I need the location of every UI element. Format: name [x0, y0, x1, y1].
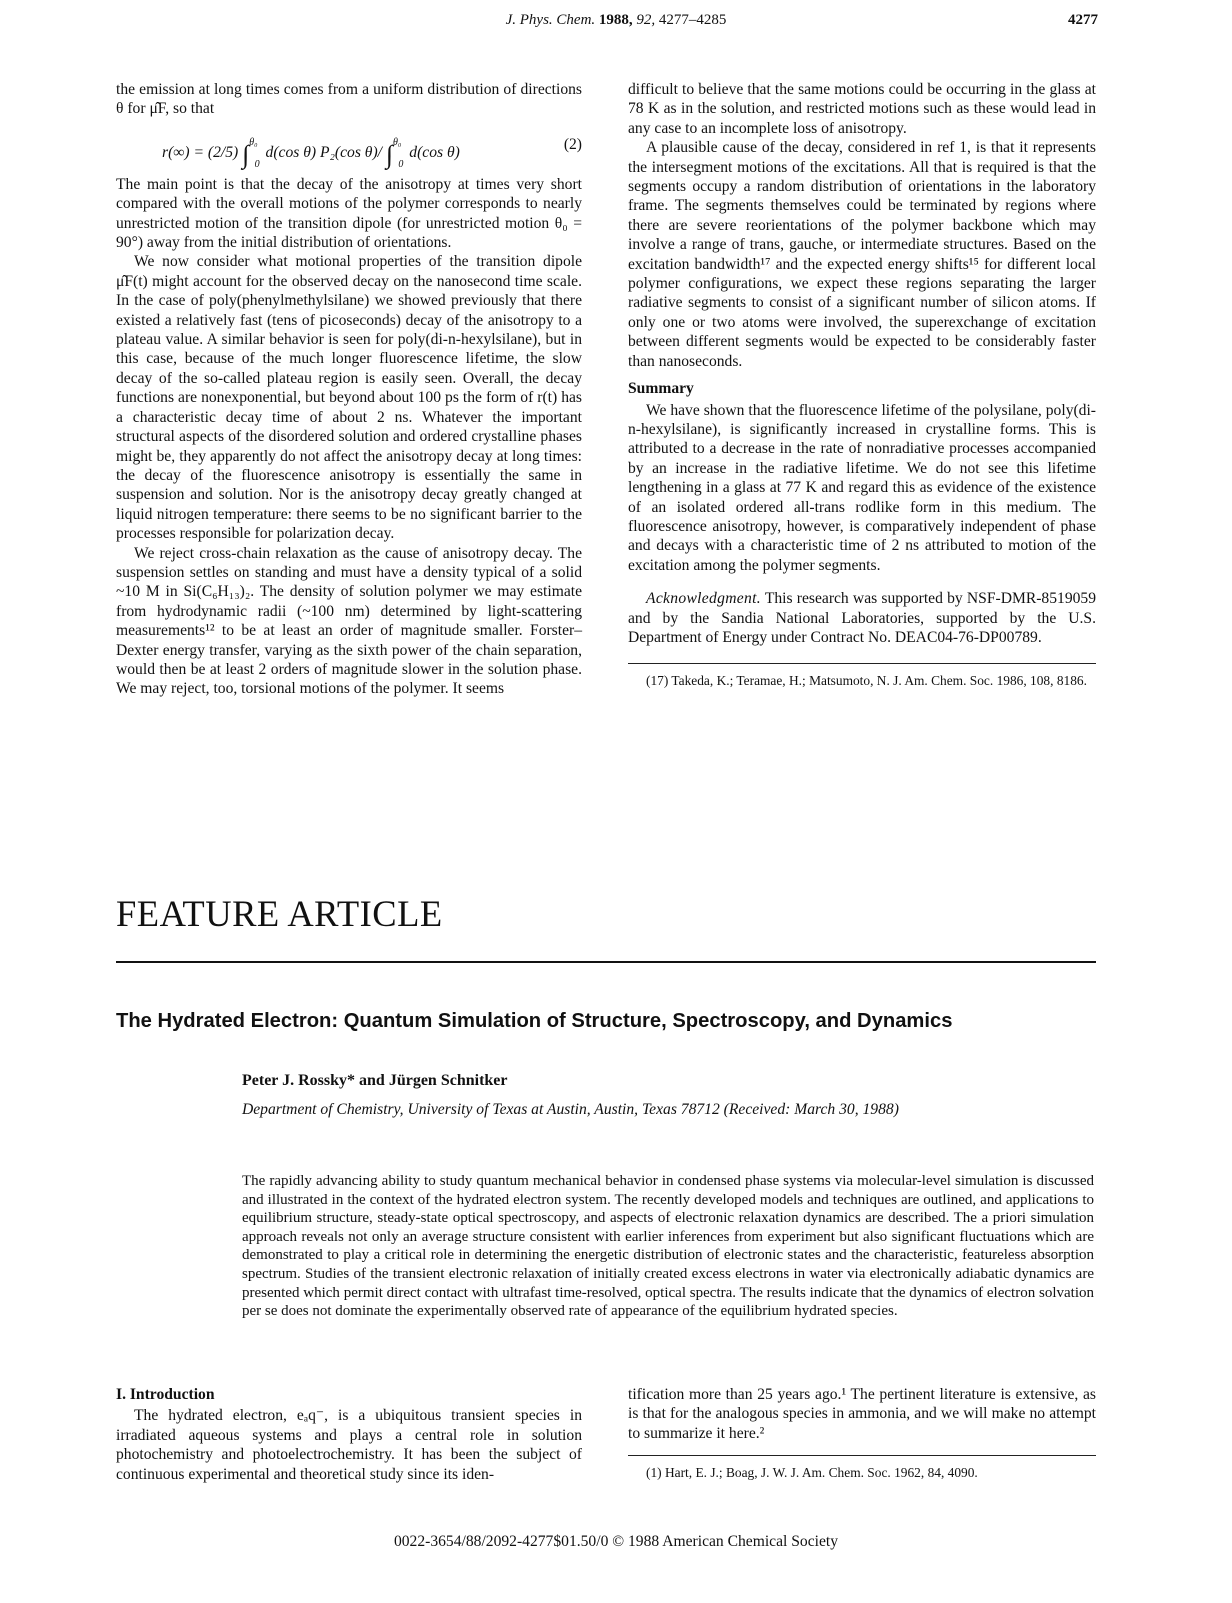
paragraph: We now consider what motional properties of the transition dipole μ̂F(t) might account for the observed decay on the nanosecond time scale. In the case of poly(phenylmethylsilane) we showed previously that there existed a relatively fast (tens of picoseconds) decay of the anisotropy to a plateau value. A similar behavior is seen for poly(di-n-hexylsilane), but in this case, because of the much longer fluorescence lifetime, the slow decay of the so-called plateau region is easily seen. Overall, the decay functions are nonexponential, but beyond about 100 ps the form of r(t) has a characteristic decay time of about 2 ns. Whatever the important structural aspects of the disordered solution and ordered crystalline phases might be, they apparently do not affect the anisotropy decay at long times: the decay of the fluorescence anisotropy is essentially the same in suspension and solution. Nor is the anisotropy decay greatly changed at liquid nitrogen temperature: there seems to be no significant barrier to the processes responsible for polarization decay.: [116, 253, 582, 543]
summary-heading: Summary: [628, 380, 694, 398]
intro-left-column: [116, 1385, 582, 1484]
paragraph: A plausible cause of the decay, considered in ref 1, is that it represents the intersegment motions of the excitations. All that is required is that the segments occupy a random distribution of orientations in the laboratory frame. The segments themselves could be terminated by regions where there are severe reorientations of the polymer backbone which may involve a range of trans, gauche, or intermediate structures. Based on the excitation bandwidth¹⁷ and the expected energy shifts¹⁵ for different local polymer configurations, we expect these regions separating the larger radiative segments to consist of a significant number of silicon atoms. If only one or two atoms were involved, the superexchange of excitation between different segments would be expected to be considerably faster than nanoseconds.: [628, 139, 1096, 370]
paragraph: the emission at long times comes from a uniform distribution of directions θ for μ̂F, so that: [116, 81, 582, 118]
paragraph: The hydrated electron, eₐq⁻, is a ubiquitous transient species in irradiated aqueous systems and plays a central role in solution photochemistry and photoelectrochemistry. It has been the subject of continuous experimental and theoretical study since its iden-: [116, 1407, 582, 1483]
equation-term-2: d(cos θ): [409, 143, 460, 161]
paragraph: We reject cross-chain relaxation as the cause of anisotropy decay. The suspension settles on standing and must have a density typical of a solid ~10 M in Si(C₆H₁₃)₂. The density of solution polymer we may estimate from hydrodynamic radii (~100 nm) determined by light-scattering measurements¹² to be at least an order of magnitude smaller. Forster–Dexter energy transfer, varying as the sixth power of the chain separation, would then be at least 2 orders of magnitude slower in the solution phase. We may reject, too, torsional motions of the polymer. It seems: [116, 544, 582, 698]
equation: [116, 119, 582, 175]
affiliation: Department of Chemistry, University of Texas at Austin, Austin, Texas 78712 (Received: March 30, 1988): [242, 1101, 899, 1118]
left-column: [116, 80, 582, 699]
journal-volume: 92,: [636, 12, 656, 28]
summary-paragraph: We have shown that the fluorescence lifetime of the polysilane, poly(di-n-hexylsilane), is significantly increased in crystalline forms. This is attributed to a decrease in the rate of nonradiative processes accompanied by an increase in the radiative lifetime. We do not see this lifetime lengthening in a glass at 77 K and regard this as evidence of the existence of an isolated ordered all-trans rodlike form in this medium. The fluorescence anisotropy, however, is comparatively independent of phase and decays with a characteristic time of 2 ns attributed to motion of the excitation among the polymer segments.: [628, 401, 1096, 574]
equation-number: (2): [563, 135, 582, 153]
integral-upper-limit: θ₀: [249, 136, 258, 148]
footnote: (17) Takeda, K.; Teramae, H.; Matsumoto, N. J. Am. Chem. Soc. 1986, 108, 8186.: [646, 673, 1087, 689]
integral-sign: ∫: [385, 139, 393, 169]
integral-lower-limit: 0: [254, 158, 260, 170]
equation-lhs: r(∞) = (2/5): [162, 143, 239, 161]
integral-lower-limit: 0: [398, 158, 404, 170]
integral-upper-limit: θ₀: [393, 136, 402, 148]
copyright-footer: 0022-3654/88/2092-4277$01.50/0 © 1988 American Chemical Society: [393, 1533, 839, 1550]
equation-term-1: d(cos θ) P₂(cos θ)/: [265, 143, 382, 161]
feature-rule: [116, 961, 1096, 963]
journal-year: 1988,: [598, 12, 633, 28]
right-column: [628, 80, 1096, 689]
page-number: 4277: [1068, 12, 1098, 28]
journal-name: J. Phys. Chem.: [505, 12, 596, 28]
running-head: [0, 12, 1232, 29]
footnote: (1) Hart, E. J.; Boag, J. W. J. Am. Chem. Soc. 1962, 84, 4090.: [646, 1465, 978, 1481]
introduction-heading: I. Introduction: [116, 1386, 215, 1403]
feature-article-label: FEATURE ARTICLE: [116, 893, 443, 934]
acknowledgment-text: This research was supported by NSF-DMR-8519059 and by the Sandia National Laboratories, supported by the U.S. Department of Energy under Contract No. DEAC04-76-DP00789.: [628, 590, 1097, 646]
abstract: The rapidly advancing ability to study quantum mechanical behavior in condensed phase systems via molecular-level simulation is discussed and illustrated in the context of the hydrated electron system. The recently developed models and techniques are outlined, and applications to equilibrium structure, steady-state optical spectroscopy, and aspects of electronic relaxation dynamics are described. The a priori simulation approach reveals not only an average structure consistent with earlier inferences from experiment but also significant fluctuations which are demonstrated to play a critical role in determining the energetic distribution of electronic states and the characteristic, featureless absorption spectrum. Studies of the transient electronic relaxation of initially created excess electrons in water via electronically adiabatic dynamics are presented which permit direct contact with ultrafast time-resolved, optical spectra. The results indicate that the dynamics of electron solvation per se does not dominate the experimentally observed rate of appearance of the equilibrium hydrated species.: [242, 1173, 1094, 1320]
intro-right-column: [628, 1385, 1096, 1481]
journal-pages: 4277–4285: [658, 12, 727, 28]
authors: Peter J. Rossky* and Jürgen Schnitker: [242, 1072, 508, 1089]
paragraph: tification more than 25 years ago.¹ The pertinent literature is extensive, as is that for the analogous species in ammonia, and we will make no attempt to summarize it here.²: [628, 1386, 1096, 1442]
acknowledgment-label: Acknowledgment.: [646, 590, 761, 608]
paragraph: difficult to believe that the same motions could be occurring in the glass at 78 K as in the solution, and restricted motions such as these would lead in any case to an incomplete loss of anisotropy.: [628, 81, 1096, 137]
article-title: The Hydrated Electron: Quantum Simulation of Structure, Spectroscopy, and Dynamics: [116, 1010, 953, 1032]
paragraph: The main point is that the decay of the anisotropy at times very short compared with the overall motions of the polymer corresponds to nearly unrestricted motion of the transition dipole (for unrestricted motion θ₀ = 90°) away from the initial distribution of orientations.: [116, 175, 582, 252]
integral-sign: ∫: [242, 139, 250, 169]
acknowledgment: [628, 589, 1096, 647]
footnote-rule: [628, 1455, 1096, 1456]
footnote-rule: [628, 663, 1096, 664]
